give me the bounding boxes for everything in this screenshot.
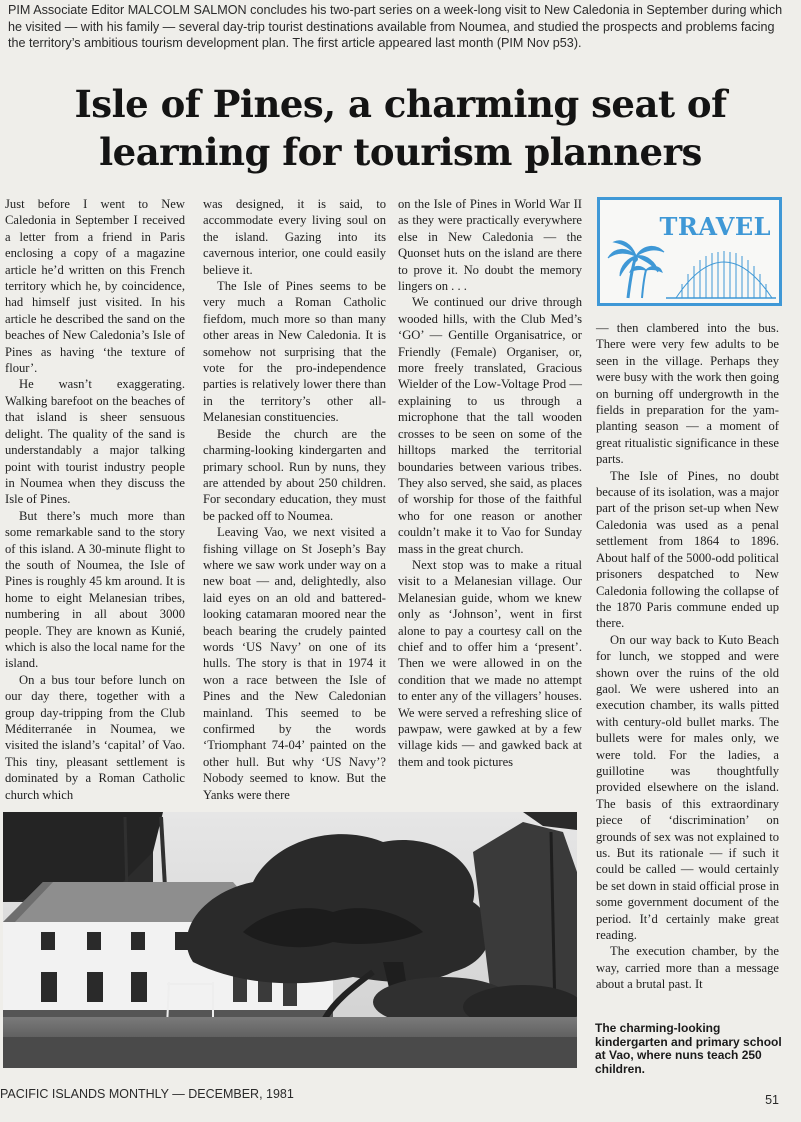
paragraph: We continued our drive through wooded hills, with the Club Med’s ‘GO’ — Gentille Organisatrice, or Friendly (Female) Organiser, or, more freely translated, Gracious Wielder of the Low-Voltage Prod — explaining to us through a microphone that the tall wooden crosses to be seen on some of the hilltops marked the territorial boundaries between various tribes. They also served, she said, as places of worship for those of the faithful who for one reason or another couldn’t make it to Vao for Sunday mass in the great church.: [398, 295, 582, 556]
paragraph: The Isle of Pines, no doubt because of its isolation, was a major part of the prison set-up when New Caledonia was used as a penal settlement from 1864 to 1896. About half of the 5000-odd political prisoners despatched to New Caledonia following the collapse of the 1870 Paris commune ended up there.: [596, 468, 779, 631]
paragraph: Just before I went to New Caledonia in September I received a letter from a friend in Paris enclosing a copy of a magazine article he’d written on this French territory which he, by coincidence, had himself just visited. In his article he described the sand on the beaches of New Caledonia’s Isle of Pines as having ‘the texture of flour’.: [5, 197, 185, 376]
paragraph: On our way back to Kuto Beach for lunch, we stopped and were shown over the ruins of the old gaol. We were ushered into an execution chamber, its walls pitted with century-old bullet marks. The bullets were for males only, we were told. For the ladies, a guillotine was thoughtfully provided elsewhere on the island. The basis of this extraordinary piece of ‘discrimination’ on grounds of sex was not explained to us. But its rationale — if such it could be called — would certainly be set down in staid official prose in some government document of the period. It’d certainly make great reading.: [596, 632, 779, 943]
paragraph: Beside the church are the charming-looking kindergarten and primary school. Run by nuns, they are attended by about 250 children. For secondary education, they must be packed off to Noumea.: [203, 426, 386, 523]
paragraph: Leaving Vao, we next visited a fishing village on St Joseph’s Bay where we saw work under way on a new boat — and, delightedly, also laid eyes on an old and battered-looking catamaran moored near the beach bearing the crudely painted words ‘US Navy’ on one of its hulls. The story is that in 1974 it won a race between the Isle of Pines and the New Caledonian mainland. This seemed to be confirmed by the words ‘Triomphant 74-04’ painted on the other hull. But why ‘US Navy’? Nobody seemed to know. But the Yanks were there: [203, 525, 386, 802]
paragraph: He wasn’t exaggerating. Walking barefoot on the beaches of that island is sheer sensuous delight. The quality of the sand is understandably a major talking point with tourist industry people in Noumea when they discuss the Isle of Pines.: [5, 377, 185, 507]
article-column-4: [596, 320, 779, 993]
paragraph: on the Isle of Pines in World War II as they were practically everywhere else in New Caledonia — the Quonset huts on the island are there to prove it. No doubt the memory lingers on . . .: [398, 197, 582, 294]
paragraph: — then clambered into the bus. There were very few adults to be seen in the village. Perhaps they were busy with the work then going on burning off undergrowth in the fields in preparation for the yam-planting season — a moment of great ritualistic significance in these parts.: [596, 321, 779, 467]
photo-caption: The charming-looking kindergarten and primary school at Vao, where nuns teach 250 children.: [595, 1021, 782, 1076]
page-number: 51: [765, 1093, 779, 1107]
palm-tree-and-hut-icon: [606, 236, 776, 300]
article-column-3: [398, 196, 582, 770]
travel-section-badge: [597, 197, 782, 306]
school-photo: [3, 812, 577, 1068]
article-column-1: [5, 196, 185, 803]
paragraph: was designed, it is said, to accommodate every living soul on the island. Gazing into its cavernous interior, one could easily believe it.: [203, 197, 386, 277]
article-headline: Isle of Pines, a charming seat of learning for tourism planners: [74, 82, 727, 174]
intro-blurb: PIM Associate Editor MALCOLM SALMON concludes his two-part series on a week-long visit to New Caledonia in September during which he visited — with his family — several day-trip tourist destinations available from Noumea, and studied the prospects and problems facing the territory’s ambitious tourism development plan. The first article appeared last month (PIM Nov p53).: [8, 3, 783, 50]
paragraph: On a bus tour before lunch on our day there, together with a group day-tripping from the Club Méditerranée in Noumea, we visited the island’s ‘capital’ of Vao. This tiny, pleasant settlement is dominated by a Roman Catholic church which: [5, 672, 185, 802]
paragraph: The Isle of Pines seems to be very much a Roman Catholic fiefdom, much more so than many other areas in New Caledonia. It is somehow not surprising that the vote for the pro-independence parties is relatively lower there than in the territory’s other all-Melanesian constituencies.: [203, 279, 386, 425]
paragraph: But there’s much more than some remarkable sand to the story of this island. A 30-minute flight to the south of Noumea, the Isle of Pines is roughly 45 km around. It is home to eight Melanesian tribes, numbering in all about 3000 people. They are known as Kunié, which is also the local name for the island.: [5, 508, 185, 671]
publication-footer: PACIFIC ISLANDS MONTHLY — DECEMBER, 1981: [0, 1087, 294, 1101]
paragraph: Next stop was to make a ritual visit to a Melanesian village. Our Melanesian guide, whom we knew only as ‘Johnson’, went in first alone to pay a courtesy call on the chief and to offer him a ‘present’. Then we were allowed in on the condition that we made no attempt to enter any of the villagers’ houses. We were served a refreshing slice of pawpaw, were gawked at by a few village kids — and gawked back at them and took pictures: [398, 557, 582, 769]
travel-label: TRAVEL: [659, 212, 771, 241]
paragraph: The execution chamber, by the way, carried more than a message about a brutal past. It: [596, 944, 779, 992]
article-column-2: [203, 196, 386, 803]
